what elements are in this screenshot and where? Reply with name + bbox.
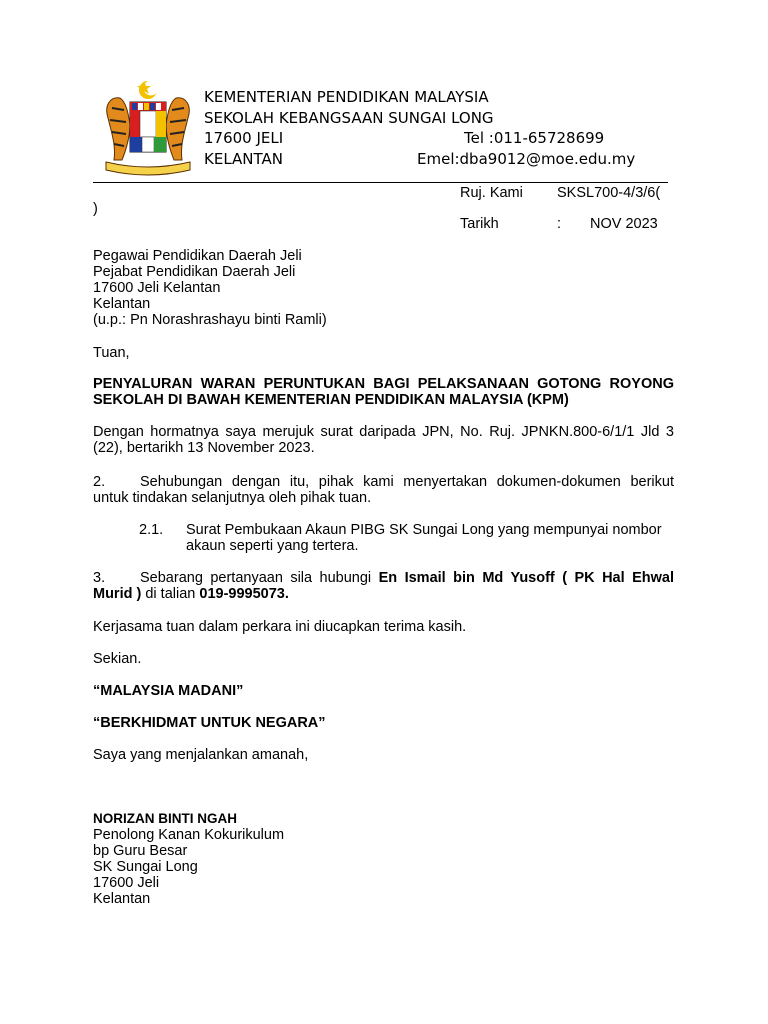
paragraph-number: 2. — [93, 474, 106, 490]
contact-phone: 019-9995073. — [199, 586, 289, 602]
contact-person: En Ismail bin Md Yusoff ( PK Hal Ehwal Murid ) — [93, 570, 674, 602]
ref-label: Ruj. Kami — [460, 185, 523, 201]
recipient-line: (u.p.: Pn Norashrashayu binti Ramli) — [93, 312, 327, 328]
subparagraph-2-1: Surat Pembukaan Akaun PIBG SK Sungai Long yang mempunyai nombor akaun seperti yang tertera. — [186, 522, 662, 554]
paragraph-4: Kerjasama tuan dalam perkara ini diucapkan terima kasih. — [93, 619, 467, 635]
school-name: SEKOLAH KEBANGSAAN SUNGAI LONG — [204, 109, 494, 127]
recipient-line: Kelantan — [93, 296, 151, 312]
closing: Sekian. — [93, 651, 142, 667]
trust-line: Saya yang menjalankan amanah, — [93, 747, 309, 763]
signatory-line: Kelantan — [93, 891, 151, 907]
recipient-line: 17600 Jeli Kelantan — [93, 280, 221, 296]
motto-madani: “MALAYSIA MADANI” — [93, 683, 244, 699]
salutation: Tuan, — [93, 345, 130, 361]
paragraph-2-text: Sehubungan dengan itu, pihak kami menyertakan dokumen-dokumen berikut untuk tindakan selanjutnya oleh pihak tuan. — [93, 474, 674, 506]
email: Emel:dba9012@moe.edu.my — [417, 150, 636, 168]
paragraph-3 — [93, 570, 674, 602]
signatory-line: bp Guru Besar — [93, 843, 188, 859]
signatory-line: Penolong Kanan Kokurikulum — [93, 827, 285, 843]
state: KELANTAN — [204, 150, 283, 168]
subparagraph-number: 2.1. — [139, 522, 164, 538]
header-divider — [93, 182, 668, 183]
ref-overflow: ) — [93, 201, 98, 217]
paragraph-3-text: Sebarang pertanyaan sila hubungi — [140, 570, 379, 586]
subject-heading: PENYALURAN WARAN PERUNTUKAN BAGI PELAKSANAAN GOTONG ROYONG SEKOLAH DI BAWAH KEMENTERIAN PENDIDIKAN MALAYSIA (KPM) — [93, 376, 674, 408]
signatory-line: SK Sungai Long — [93, 859, 198, 875]
paragraph-1: Dengan hormatnya saya merujuk surat daripada JPN, No. Ruj. JPNKN.800-6/1/1 Jld 3 (22), bertarikh 13 November 2023. — [93, 424, 674, 456]
ministry-name: KEMENTERIAN PENDIDIKAN MALAYSIA — [204, 88, 489, 106]
paragraph-3-text: di talian — [141, 586, 200, 602]
ref-value: SKSL700-4/3/6( — [557, 185, 661, 201]
motto-berkhidmat: “BERKHIDMAT UNTUK NEGARA” — [93, 715, 326, 731]
date-colon: : — [557, 216, 562, 232]
signatory-name: NORIZAN BINTI NGAH — [93, 811, 237, 826]
recipient-line: Pejabat Pendidikan Daerah Jeli — [93, 264, 296, 280]
paragraph-number: 3. — [93, 570, 106, 586]
date-label: Tarikh — [460, 216, 499, 232]
signatory-line: 17600 Jeli — [93, 875, 160, 891]
postcode-town: 17600 JELI — [204, 129, 284, 147]
recipient-line: Pegawai Pendidikan Daerah Jeli — [93, 248, 302, 264]
telephone: Tel :011-65728699 — [464, 129, 605, 147]
date-value: NOV 2023 — [590, 216, 658, 232]
paragraph-2 — [93, 474, 674, 506]
coat-of-arms-logo — [100, 78, 196, 178]
